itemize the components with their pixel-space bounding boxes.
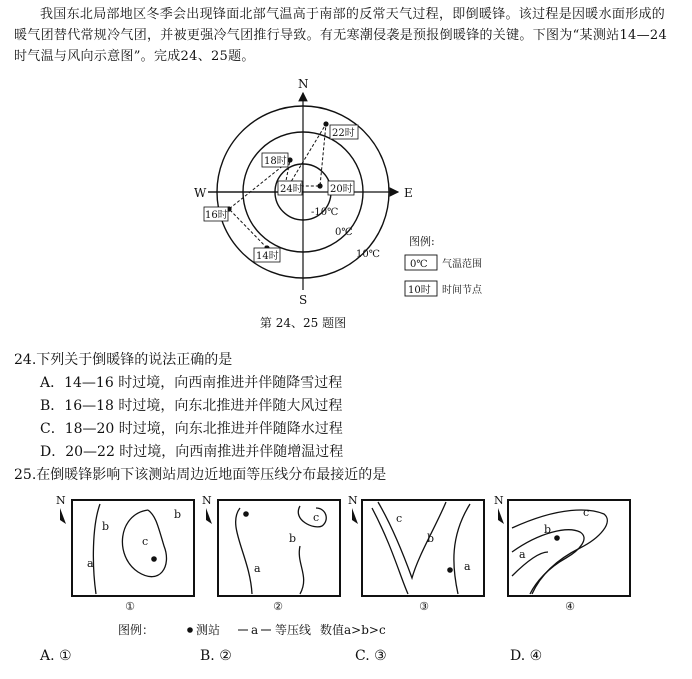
svg-text:c: c	[313, 511, 320, 524]
q24-stem: 24.下列关于倒暖锋的说法正确的是	[14, 352, 233, 368]
east-label: E	[404, 186, 413, 200]
north-label-1: N	[56, 494, 66, 507]
q25-answer-d: D. ④	[510, 648, 543, 664]
temp-minus10: -10℃	[311, 207, 339, 218]
intro-paragraph: 我国东北局部地区冬季会出现锋面北部气温高于南部的反常天气过程，即倒暖锋。该过程是因暖水面形成的暖气团替代常规冷气团，并被更强冷气团推行导致。有无寒潮侵袭是预报倒暖锋的关键。下图为“某测站14—24时气温与风向示意图”。完成24、25题。	[14, 7, 668, 64]
legend-time-label: 时间节点	[442, 285, 482, 296]
svg-text:c: c	[142, 535, 149, 548]
legend-temp-label: 气温范围	[442, 259, 482, 270]
q25-answer-a: A. ①	[40, 648, 72, 664]
svg-text:N: N	[494, 494, 504, 507]
svg-text:b: b	[174, 508, 182, 521]
figure-caption: 第 24、25 题图	[259, 316, 347, 330]
west-label: W	[194, 186, 207, 200]
svg-text:b: b	[102, 520, 110, 533]
q24-option-a: A．14—16 时过境，向西南推进并伴随降雪过程	[40, 375, 343, 391]
legend-temp-sample: 0℃	[410, 259, 428, 270]
svg-text:c: c	[396, 512, 403, 525]
q24-option-d: D．20—22 时过境，向西南推进并伴随增温过程	[40, 444, 344, 460]
svg-text:b: b	[289, 532, 297, 545]
svg-text:b: b	[427, 532, 435, 545]
legend-title: 图例:	[409, 235, 435, 248]
isobar-legend-value: 数值a>b>c	[320, 623, 386, 637]
panel-3-label: ③	[419, 600, 429, 613]
south-label: S	[299, 293, 308, 307]
svg-text:a: a	[254, 562, 261, 575]
panel-4-label: ④	[565, 600, 575, 613]
svg-text:c: c	[583, 506, 590, 519]
svg-text:a: a	[519, 548, 526, 561]
temp-10: 10℃	[356, 249, 380, 260]
panel-2-label: ②	[273, 600, 283, 613]
compass-axes	[208, 93, 398, 290]
isobar-legend-station: 测站	[196, 623, 221, 637]
isobar-legend-line: 等压线	[275, 623, 312, 637]
isobar-options-figure	[0, 486, 692, 646]
time-18: 18时	[264, 156, 287, 167]
q25-answer-c: C. ③	[355, 648, 387, 664]
svg-text:N: N	[348, 494, 358, 507]
svg-text:N: N	[202, 494, 212, 507]
q24-option-b: B．16—18 时过境，向东北推进并伴随大风过程	[40, 398, 343, 414]
time-22: 22时	[332, 128, 355, 139]
panel-1-label: ①	[125, 600, 135, 613]
isobar-legend-prefix: 图例：	[118, 623, 155, 637]
time-24: 24时	[280, 184, 303, 195]
svg-text:a: a	[251, 623, 259, 637]
time-14: 14时	[256, 251, 279, 262]
time-20: 20时	[330, 184, 353, 195]
legend-time-sample: 10时	[408, 285, 431, 296]
q24-option-c: C．18—20 时过境，向东北推进并伴随降水过程	[40, 421, 343, 437]
north-label: N	[298, 77, 309, 91]
svg-text:a: a	[87, 557, 94, 570]
temp-0: 0℃	[335, 227, 353, 238]
q25-stem: 25.在倒暖锋影响下该测站周边近地面等压线分布最接近的是	[14, 467, 387, 483]
north-arrow-icon	[60, 508, 66, 524]
time-16: 16时	[205, 210, 228, 221]
q25-answer-b: B. ②	[200, 648, 232, 664]
svg-text:b: b	[544, 523, 552, 536]
svg-text:a: a	[464, 560, 471, 573]
